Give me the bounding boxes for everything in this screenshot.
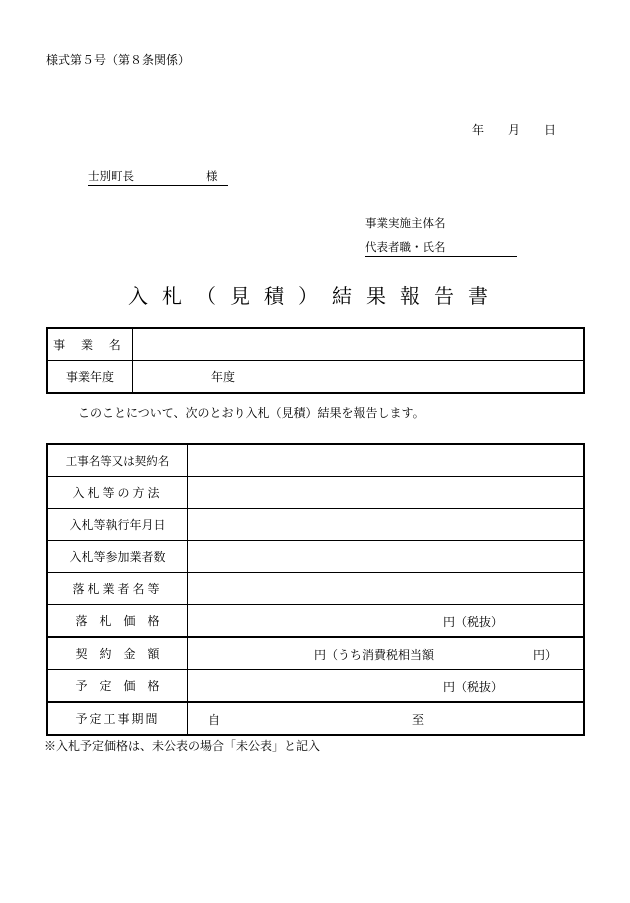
winner-field[interactable] <box>188 573 585 605</box>
estimated-price-unit: 円（税抜） <box>442 680 503 694</box>
winning-price-label: 落 札 価 格 <box>47 605 188 638</box>
participant-count-field[interactable] <box>188 541 585 573</box>
project-table <box>46 327 585 394</box>
addressee-name: 士別町長 <box>88 169 134 183</box>
participant-count-label: 入札等参加業者数 <box>47 541 188 573</box>
estimated-price-field[interactable] <box>188 670 585 703</box>
winning-price-unit: 円（税抜） <box>442 615 503 629</box>
form-number: 様式第５号（第８条関係） <box>46 53 191 67</box>
period-label: 予定工事期間 <box>47 702 188 735</box>
table-row <box>47 637 584 670</box>
project-year-unit: 年度 <box>211 370 236 384</box>
table-row <box>47 605 584 638</box>
table-row <box>47 509 584 541</box>
table-row <box>47 573 584 605</box>
period-from: 自 <box>208 713 221 727</box>
table-row <box>47 541 584 573</box>
project-year-field[interactable] <box>133 361 585 394</box>
estimated-price-label: 予 定 価 格 <box>47 670 188 703</box>
contract-amount-unit: 円（うち消費税相当額 <box>314 648 435 662</box>
table-row <box>47 328 584 361</box>
period-to: 至 <box>412 713 425 727</box>
addressee <box>88 168 228 186</box>
execution-date-field[interactable] <box>188 509 585 541</box>
table-row <box>47 702 584 735</box>
contract-amount-label: 契 約 金 額 <box>47 637 188 670</box>
winner-label: 落札業者名等 <box>47 573 188 605</box>
table-row <box>47 361 584 394</box>
intro-text: このことについて、次のとおり入札（見積）結果を報告します。 <box>78 406 425 420</box>
project-name-label: 事 業 名 <box>47 328 133 361</box>
contract-amount-close: 円） <box>532 648 557 662</box>
table-row <box>47 670 584 703</box>
applicant-org-label: 事業実施主体名 <box>365 216 446 230</box>
period-field[interactable] <box>188 702 585 735</box>
date-day: 日 <box>544 123 557 137</box>
work-name-label: 工事名等又は契約名 <box>47 444 188 477</box>
method-label: 入札等の方法 <box>47 477 188 509</box>
method-field[interactable] <box>188 477 585 509</box>
applicant-rep-label: 代表者職・氏名 <box>365 239 517 257</box>
document-title: 入札（見積）結果報告書 <box>128 284 502 308</box>
result-table <box>46 443 585 736</box>
table-row <box>47 477 584 509</box>
project-year-label: 事業年度 <box>47 361 133 394</box>
winning-price-field[interactable] <box>188 605 585 638</box>
work-name-field[interactable] <box>188 444 585 477</box>
date-year: 年 <box>472 123 485 137</box>
contract-amount-field[interactable] <box>188 637 585 670</box>
footnote: ※入札予定価格は、未公表の場合「未公表」と記入 <box>44 739 321 753</box>
execution-date-label: 入札等執行年月日 <box>47 509 188 541</box>
addressee-honorific: 様 <box>206 169 218 183</box>
table-row <box>47 444 584 477</box>
project-name-field[interactable] <box>133 328 585 361</box>
date-line <box>472 121 556 138</box>
date-month: 月 <box>508 123 521 137</box>
